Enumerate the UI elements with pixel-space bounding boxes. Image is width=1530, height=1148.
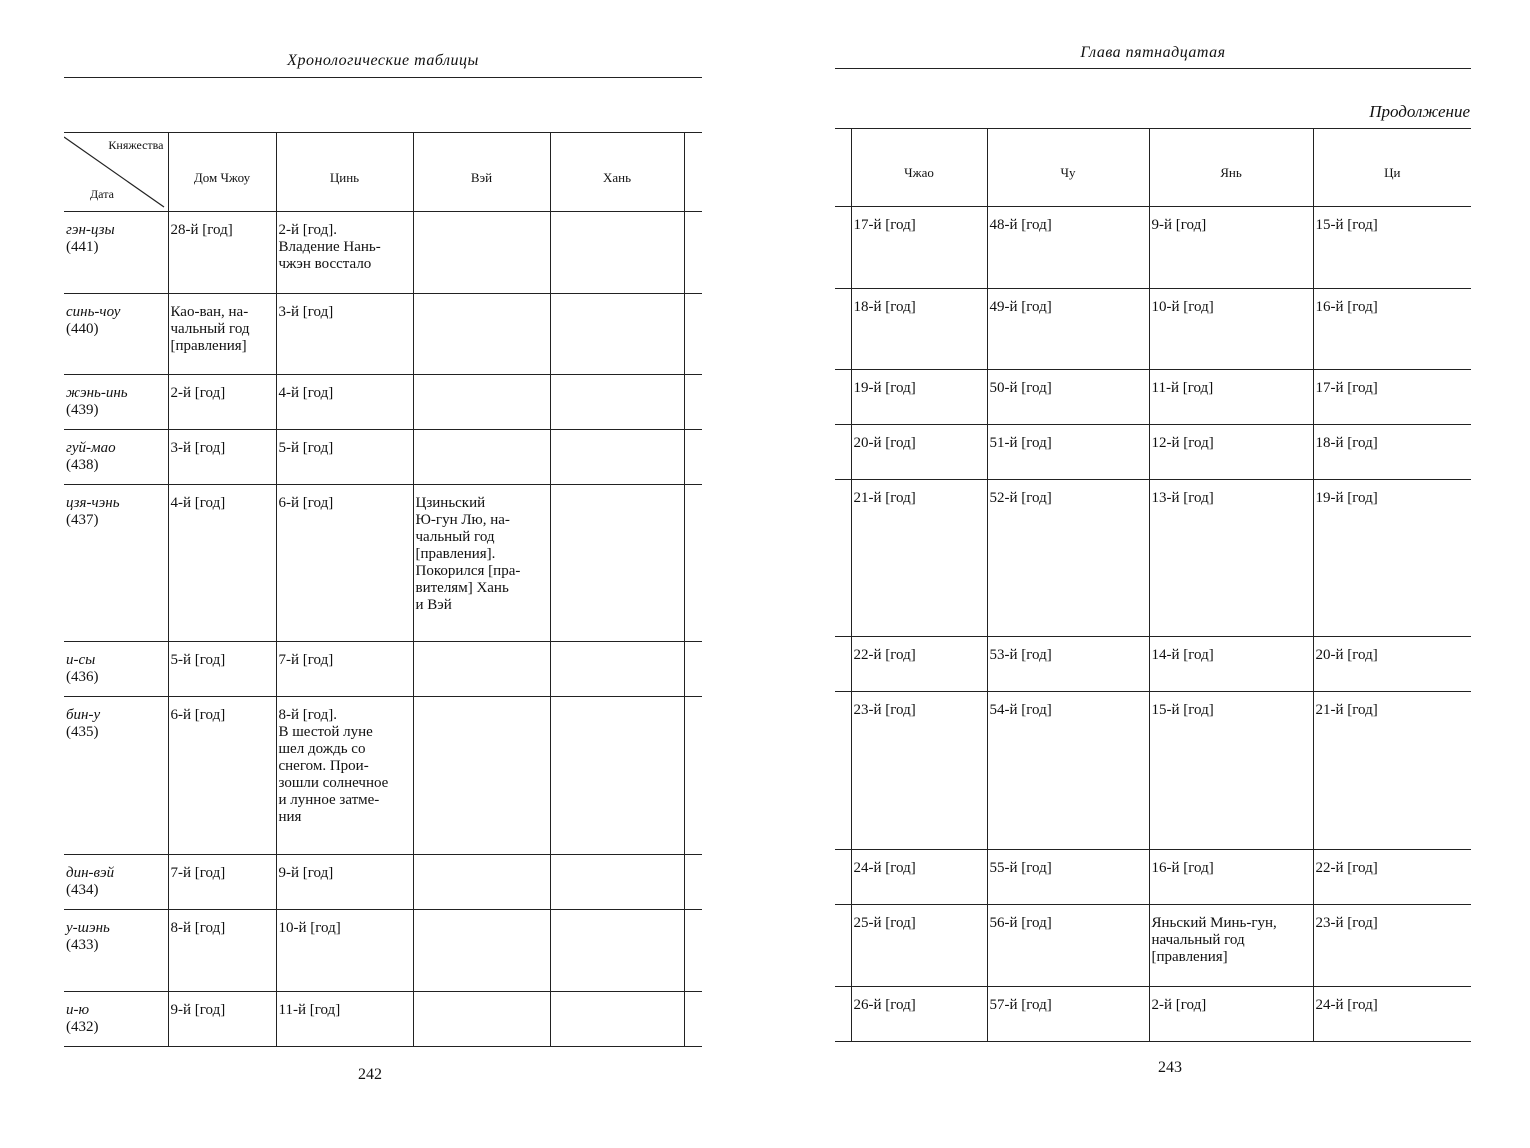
- table-cell: [550, 910, 684, 992]
- table-row: [64, 910, 702, 992]
- column-spacer: [684, 294, 702, 375]
- table-row: [64, 697, 702, 855]
- date-cell: [64, 697, 168, 855]
- bc-year: (440): [66, 321, 99, 337]
- page-number-right: 243: [1158, 1059, 1182, 1076]
- table-cell: 3-й [год]: [168, 430, 276, 485]
- table-cell: 23-й [год]: [1313, 905, 1471, 987]
- table-cell: 24-й [год]: [1313, 987, 1471, 1042]
- table-cell: 19-й [год]: [851, 370, 987, 425]
- table-cell: [550, 642, 684, 697]
- table-cell: [413, 855, 550, 910]
- table-cell: 16-й [год]: [1313, 289, 1471, 370]
- table-row: [835, 207, 1471, 289]
- cyclic-year: цзя-чэнь: [66, 495, 120, 511]
- table-cell: 18-й [год]: [851, 289, 987, 370]
- table-row: [64, 294, 702, 375]
- table-cell: 54-й [год]: [987, 692, 1149, 850]
- cyclic-year: и-сы: [66, 652, 96, 668]
- table-header-row: [835, 129, 1471, 207]
- date-cell: [64, 855, 168, 910]
- date-cell: [64, 212, 168, 294]
- column-header: Чжао: [851, 129, 987, 207]
- date-cell: [64, 375, 168, 430]
- table-row: [64, 855, 702, 910]
- table-cell: [550, 697, 684, 855]
- column-header: Вэй: [413, 133, 550, 212]
- running-head-right: Глава пятнадцатая: [1080, 44, 1226, 61]
- column-header: Янь: [1149, 129, 1313, 207]
- column-spacer: [684, 375, 702, 430]
- table-row: [835, 637, 1471, 692]
- table-cell: 6-й [год]: [168, 697, 276, 855]
- table-cell: [413, 375, 550, 430]
- column-spacer: [835, 370, 851, 425]
- table-row: [835, 987, 1471, 1042]
- column-spacer: [684, 430, 702, 485]
- right-page: [765, 0, 1530, 1148]
- chronology-table-left: [64, 132, 702, 1047]
- table-row: [64, 485, 702, 642]
- table-cell: 4-й [год]: [276, 375, 413, 430]
- table-row: [64, 642, 702, 697]
- table-cell: 6-й [год]: [276, 485, 413, 642]
- table-cell: 56-й [год]: [987, 905, 1149, 987]
- head-rule-right: [835, 68, 1471, 69]
- table-row: [835, 289, 1471, 370]
- date-cell: [64, 430, 168, 485]
- table-cell: 2-й [год]: [1149, 987, 1313, 1042]
- table-header-row: [64, 133, 702, 212]
- table-cell: 20-й [год]: [1313, 637, 1471, 692]
- table-body-right: [835, 207, 1471, 1042]
- column-spacer: [684, 910, 702, 992]
- column-header: Ци: [1313, 129, 1471, 207]
- column-spacer: [835, 289, 851, 370]
- table-row: [64, 992, 702, 1047]
- table-cell: 14-й [год]: [1149, 637, 1313, 692]
- table-cell: 19-й [год]: [1313, 480, 1471, 637]
- column-spacer: [835, 637, 851, 692]
- table-cell: 5-й [год]: [168, 642, 276, 697]
- date-cell: [64, 992, 168, 1047]
- table-row: [835, 370, 1471, 425]
- bc-year: (434): [66, 882, 99, 898]
- table-cell: 15-й [год]: [1313, 207, 1471, 289]
- table-row: [835, 480, 1471, 637]
- table-cell: 8-й [год]: [168, 910, 276, 992]
- column-spacer: [684, 133, 702, 212]
- table-cell: [413, 992, 550, 1047]
- bc-year: (437): [66, 512, 99, 528]
- bc-year: (432): [66, 1019, 99, 1035]
- table-cell: 3-й [год]: [276, 294, 413, 375]
- column-header: Дом Чжоу: [168, 133, 276, 212]
- table-cell: 7-й [год]: [276, 642, 413, 697]
- table-row: [64, 212, 702, 294]
- cyclic-year: бин-у: [66, 707, 101, 723]
- table-cell: 18-й [год]: [1313, 425, 1471, 480]
- table-cell: 26-й [год]: [851, 987, 987, 1042]
- table-cell: 15-й [год]: [1149, 692, 1313, 850]
- table-cell: [550, 855, 684, 910]
- table-cell: 52-й [год]: [987, 480, 1149, 637]
- table-cell: [413, 697, 550, 855]
- table-row: [64, 430, 702, 485]
- chronology-table-right: [835, 128, 1471, 1042]
- corner-header-cell: [64, 133, 168, 212]
- table-cell: 22-й [год]: [1313, 850, 1471, 905]
- column-spacer: [835, 425, 851, 480]
- column-spacer: [684, 212, 702, 294]
- table-cell: [413, 430, 550, 485]
- cyclic-year: у-шэнь: [66, 920, 110, 936]
- table-cell: [550, 294, 684, 375]
- table-cell: [550, 992, 684, 1047]
- table-cell: 9-й [год]: [276, 855, 413, 910]
- date-cell: [64, 642, 168, 697]
- date-cell: [64, 910, 168, 992]
- table-cell: 53-й [год]: [987, 637, 1149, 692]
- table-row: [835, 425, 1471, 480]
- table-cell: 51-й [год]: [987, 425, 1149, 480]
- table-cell: 48-й [год]: [987, 207, 1149, 289]
- table-cell: [550, 430, 684, 485]
- table-cell: 17-й [год]: [1313, 370, 1471, 425]
- column-header: Чу: [987, 129, 1149, 207]
- column-spacer: [835, 207, 851, 289]
- table-cell: 13-й [год]: [1149, 480, 1313, 637]
- table-cell: 55-й [год]: [987, 850, 1149, 905]
- table-cell: [550, 485, 684, 642]
- table-cell: 22-й [год]: [851, 637, 987, 692]
- column-spacer: [835, 987, 851, 1042]
- table-cell: 8-й [год]. В шестой луне шел дождь со снегом. Прои- зошли солнечное и лунное затме- ния: [276, 697, 413, 855]
- bc-year: (433): [66, 937, 99, 953]
- column-spacer: [684, 697, 702, 855]
- table-cell: 23-й [год]: [851, 692, 987, 850]
- column-spacer: [684, 642, 702, 697]
- table-cell: 28-й [год]: [168, 212, 276, 294]
- column-header: Хань: [550, 133, 684, 212]
- table-cell: 21-й [год]: [851, 480, 987, 637]
- date-cell: [64, 485, 168, 642]
- cyclic-year: жэнь-инь: [66, 385, 128, 401]
- table-cell: 16-й [год]: [1149, 850, 1313, 905]
- table-cell: 10-й [год]: [276, 910, 413, 992]
- table-cell: 2-й [год]. Владение Нань- чжэн восстало: [276, 212, 413, 294]
- table-cell: 9-й [год]: [1149, 207, 1313, 289]
- table-cell: Цзиньский Ю-гун Лю, на- чальный год [правления]. Покорился [пра- вителям] Хань и Вэй: [413, 485, 550, 642]
- table-cell: Као-ван, на- чальный год [правления]: [168, 294, 276, 375]
- continuation-label: Продолжение: [1369, 102, 1470, 121]
- column-spacer: [835, 129, 851, 207]
- bc-year: (435): [66, 724, 99, 740]
- table-row: [835, 850, 1471, 905]
- table-cell: 49-й [год]: [987, 289, 1149, 370]
- table-row: [835, 692, 1471, 850]
- bc-year: (438): [66, 457, 99, 473]
- table-cell: Яньский Минь-гун, начальный год [правления]: [1149, 905, 1313, 987]
- table-cell: 11-й [год]: [276, 992, 413, 1047]
- column-spacer: [835, 692, 851, 850]
- table-cell: 17-й [год]: [851, 207, 987, 289]
- bc-year: (439): [66, 402, 99, 418]
- table-row: [835, 905, 1471, 987]
- page-number-left: 242: [358, 1066, 382, 1083]
- column-spacer: [684, 855, 702, 910]
- table-cell: [413, 294, 550, 375]
- running-head-left: Хронологические таблицы: [287, 52, 479, 69]
- table-cell: 4-й [год]: [168, 485, 276, 642]
- table-cell: 10-й [год]: [1149, 289, 1313, 370]
- column-spacer: [684, 485, 702, 642]
- table-cell: [413, 642, 550, 697]
- date-cell: [64, 294, 168, 375]
- column-spacer: [835, 905, 851, 987]
- cyclic-year: гуй-мао: [66, 440, 116, 456]
- table-cell: 9-й [год]: [168, 992, 276, 1047]
- column-spacer: [835, 480, 851, 637]
- table-cell: 50-й [год]: [987, 370, 1149, 425]
- table-cell: [550, 212, 684, 294]
- table-cell: 57-й [год]: [987, 987, 1149, 1042]
- column-spacer: [684, 992, 702, 1047]
- table-cell: 2-й [год]: [168, 375, 276, 430]
- table-cell: 24-й [год]: [851, 850, 987, 905]
- table-cell: 11-й [год]: [1149, 370, 1313, 425]
- cyclic-year: и-ю: [66, 1002, 90, 1018]
- cyclic-year: гэн-цзы: [66, 222, 115, 238]
- table-cell: 21-й [год]: [1313, 692, 1471, 850]
- table-cell: 12-й [год]: [1149, 425, 1313, 480]
- bc-year: (436): [66, 669, 99, 685]
- cyclic-year: синь-чоу: [66, 304, 121, 320]
- table-row: [64, 375, 702, 430]
- head-rule-left: [64, 77, 702, 78]
- table-cell: 20-й [год]: [851, 425, 987, 480]
- table-cell: 5-й [год]: [276, 430, 413, 485]
- table-body-left: [64, 212, 702, 1047]
- corner-label-principalities: Княжества: [108, 138, 164, 152]
- table-cell: [413, 212, 550, 294]
- table-cell: 7-й [год]: [168, 855, 276, 910]
- table-cell: [550, 375, 684, 430]
- column-header: Цинь: [276, 133, 413, 212]
- table-cell: [413, 910, 550, 992]
- bc-year: (441): [66, 239, 99, 255]
- table-cell: 25-й [год]: [851, 905, 987, 987]
- cyclic-year: дин-вэй: [66, 865, 115, 881]
- corner-label-date: Дата: [90, 187, 114, 201]
- column-spacer: [835, 850, 851, 905]
